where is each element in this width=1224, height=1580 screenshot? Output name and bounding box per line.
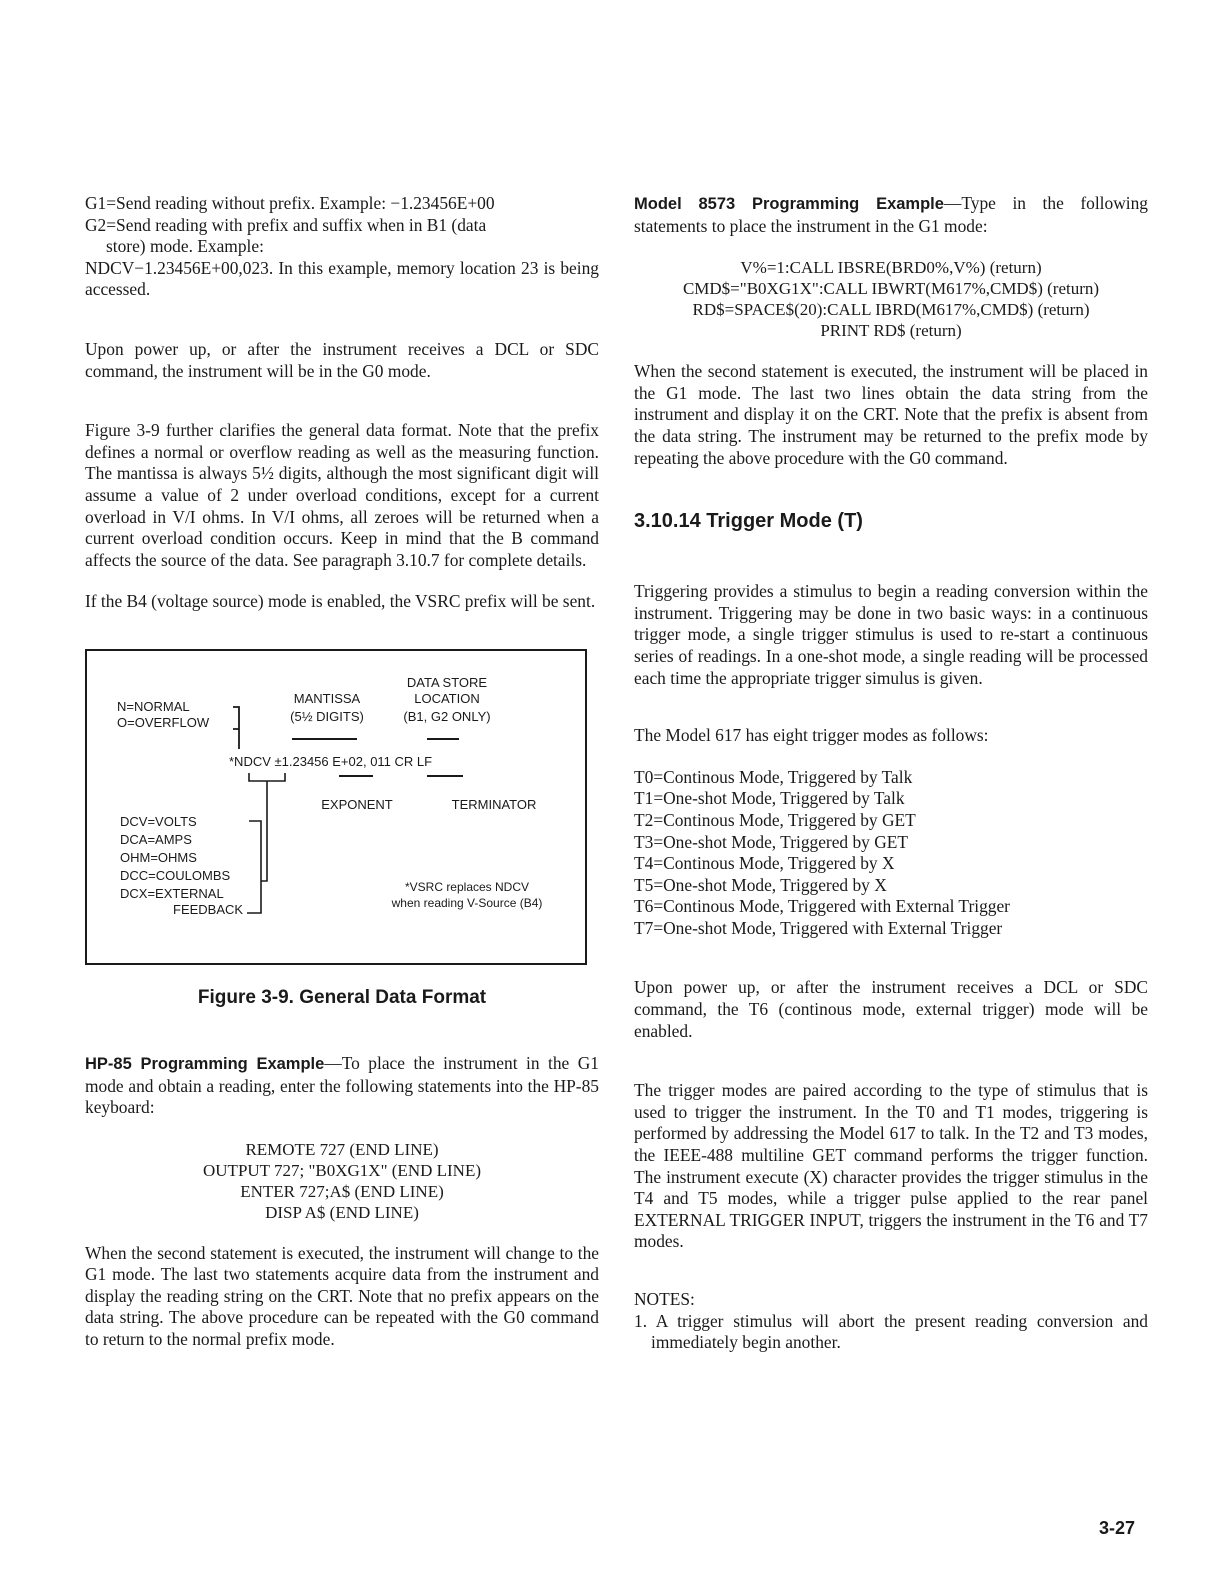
hp85-code-line: REMOTE 727 (END LINE)	[245, 1139, 439, 1159]
trigger-mode-item: T4=Continous Mode, Triggered by X	[634, 853, 895, 874]
g1-line: G1=Send reading without prefix. Example: −1.23456E+00	[85, 193, 495, 213]
fig-vsrc-note1: *VSRC replaces NDCV	[404, 879, 530, 894]
hp85-paragraph	[85, 1053, 599, 1119]
fig-feedback: FEEDBACK	[173, 901, 244, 917]
fig-format-string: *NDCV ±1.23456 E+02, 011 CR LF	[229, 753, 433, 769]
trigger-mode-item: T3=One-shot Mode, Triggered by GET	[634, 831, 909, 852]
m8573-code-line: V%=1:CALL IBSRE(BRD0%,V%) (return)	[740, 258, 1042, 278]
fig-function-bracket	[249, 773, 285, 781]
fig-data-store: DATA STORE	[406, 674, 488, 690]
m8573-code-line: RD$=SPACE$(20):CALL IBRD(M617%,CMD$) (return)	[692, 300, 1090, 320]
fig-location-note: (B1, G2 ONLY)	[403, 708, 491, 724]
fig-overflow: O=OVERFLOW	[117, 714, 210, 730]
fig-prefix-bracket	[233, 707, 239, 749]
g2-line-cont: store) mode. Example:	[106, 236, 264, 257]
hp85-heading: HP-85 Programming Example	[85, 1054, 325, 1073]
hp85-code-line: ENTER 727;A$ (END LINE)	[240, 1181, 444, 1201]
power-up-t6-paragraph: Upon power up, or after the instrument receives a DCL or SDC command, the T6 (continous mode, external trigger) mode will be enabled.	[634, 977, 1148, 1041]
hp85-after-paragraph: When the second statement is executed, the instrument will change to the G1 mode. The last two statements acquire data from the instrument and display the reading string on the CRT. Note that no prefix appears on the data string. The above procedure can be repeated with the G0 command to return to the normal prefix mode.	[85, 1242, 599, 1350]
hp85-code-line: DISP A$ (END LINE)	[265, 1202, 419, 1222]
trigger-mode-item: T7=One-shot Mode, Triggered with External Trigger	[634, 917, 1003, 938]
hp85-intro: —To place the instrument in the G1 mode and obtain a reading, enter the following statements into the HP-85 keyboard:	[85, 1052, 599, 1118]
ndcv-paragraph: NDCV−1.23456E+00,023. In this example, memory location 23 is being accessed.	[85, 257, 599, 300]
m8573-code-line: CMD$="B0XG1X":CALL IBWRT(M617%,CMD$) (return)	[682, 279, 1100, 299]
fig-function-lead	[261, 781, 267, 881]
fig-exponent: EXPONENT	[321, 796, 393, 812]
right-column	[634, 193, 1148, 1354]
m8573-paragraph	[634, 193, 1148, 237]
trigger-mode-item: T0=Continous Mode, Triggered by Talk	[634, 766, 913, 787]
fig-terminator: TERMINATOR	[451, 796, 537, 812]
fig-mantissa: MANTISSA	[293, 690, 361, 706]
fig-dcx: DCX=EXTERNAL	[120, 885, 224, 901]
paired-paragraph: The trigger modes are paired according to the type of stimulus that is used to trigger the instrument. In the T0 and T1 modes, triggering is performed by addressing the Model 617 to talk. In the T2 and T3 modes, the IEEE-488 multiline GET command performs the trigger function. The instrument execute (X) character provides the trigger stimulus in the T4 and T5 modes, while a trigger pulse applied to the rear panel EXTERNAL TRIGGER INPUT, triggers the instrument in the T6 and T7 modes.	[634, 1080, 1148, 1252]
fig-dca: DCA=AMPS	[120, 831, 192, 847]
page-number: 3-27	[1099, 1518, 1136, 1538]
fig-dcv: DCV=VOLTS	[120, 813, 197, 829]
fig-function-list-bracket	[247, 821, 261, 913]
fig-ohm: OHM=OHMS	[120, 849, 197, 865]
power-up-paragraph: Upon power up, or after the instrument receives a DCL or SDC command, the instrument will be in the G0 mode.	[85, 338, 599, 381]
g2-line: G2=Send reading with prefix and suffix when in B1 (data	[85, 214, 487, 235]
trigger-mode-item: T5=One-shot Mode, Triggered by X	[634, 874, 887, 895]
eight-modes-line: The Model 617 has eight trigger modes as follows:	[634, 725, 989, 746]
fig-normal: N=NORMAL	[117, 698, 190, 714]
hp85-code-line: OUTPUT 727; "B0XG1X" (END LINE)	[203, 1160, 481, 1180]
trigger-mode-item: T2=Continous Mode, Triggered by GET	[634, 809, 916, 830]
figure-general-data-format	[85, 649, 587, 965]
note-item: 1. A trigger stimulus will abort the present reading conversion and immediately begin another.	[634, 1310, 1148, 1353]
m8573-intro: —Type in the following statements to place the instrument in the G1 mode:	[634, 193, 1148, 236]
left-column	[85, 193, 599, 1351]
fig-dcc: DCC=COULOMBS	[120, 867, 231, 883]
fig-mantissa-note: (5½ DIGITS)	[290, 708, 364, 724]
m8573-code-line: PRINT RD$ (return)	[820, 321, 962, 341]
section-heading: 3.10.14 Trigger Mode (T)	[634, 510, 863, 533]
notes-heading: NOTES:	[634, 1289, 695, 1309]
trigger-mode-item: T1=One-shot Mode, Triggered by Talk	[634, 788, 905, 809]
fig-vsrc-note2: when reading V-Source (B4)	[391, 895, 543, 910]
figure-paragraph: Figure 3-9 further clarifies the general data format. Note that the prefix defines a normal or overflow reading as well as the measuring function. The mantissa is always 5½ digits, although the most significant digit will assume a value of 2 under overload conditions, except for a current overload in V/I ohms. In V/I ohms, all zeroes will be returned when a current overload condition occurs. Keep in mind that the B command affects the source of the data. See paragraph 3.10.7 for complete details.	[85, 420, 599, 570]
fig-location: LOCATION	[414, 690, 480, 706]
trigger-paragraph: Triggering provides a stimulus to begin a reading conversion within the instrument. Triggering may be done in two basic ways: in a continuous trigger mode, a single trigger stimulus is used to re-start a continuous series of readings. In a one-shot mode, a single reading will be processed each time the appropriate trigger simulus is given.	[634, 581, 1148, 688]
m8573-heading: Model 8573 Programming Example	[634, 195, 944, 213]
figure-caption: Figure 3-9. General Data Format	[197, 986, 487, 1008]
b4-paragraph: If the B4 (voltage source) mode is enabled, the VSRC prefix will be sent.	[85, 591, 596, 612]
trigger-mode-item: T6=Continous Mode, Triggered with External Trigger	[634, 896, 1010, 917]
m8573-after-paragraph: When the second statement is executed, the instrument will be placed in the G1 mode. The last two lines obtain the data string from the instrument and display it on the CRT. Note that the prefix is absent from the data string. The instrument may be returned to the prefix mode by repeating the above procedure with the G0 command.	[634, 361, 1148, 468]
